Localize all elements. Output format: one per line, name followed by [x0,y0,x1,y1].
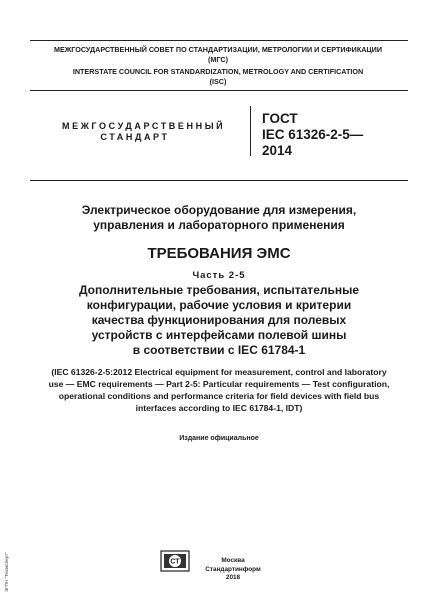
part-number: Часть 2-5 [192,270,246,281]
publisher-year: 2018 [225,574,241,582]
part-title-line1: Дополнительные требования, испытательные [78,283,360,297]
publisher-logo [160,550,190,572]
main-title-line2: управления и лабораторного применения [93,218,345,232]
standard-label-line1: МЕЖГОСУДАРСТВЕННЫЙ [62,121,226,131]
gost-line3: 2014 [262,143,293,158]
part-title-line4: устройств с интерфейсами полевой шины [91,328,347,342]
svg-text:СТ: СТ [170,558,180,566]
part-title [30,283,408,358]
main-title-line1: Электрическое оборудование для измерения, [81,203,357,217]
council-ru-line1: МЕЖГОСУДАРСТВЕННЫЙ СОВЕТ ПО СТАНДАРТИЗАЦИИ, МЕТРОЛОГИИ И СЕРТИФИКАЦИИ [53,45,383,54]
original-standard [38,366,400,414]
standard-label [62,121,226,143]
council-ru [40,45,396,66]
standard-label-line2: СТАНДАРТ [100,132,170,142]
publisher-info [198,557,268,583]
side-note: ЭГПН "Техэксперт" [4,552,9,592]
original-line2: use — EMC requirements — Part 2-5: Particular requirements — Test configuration, [48,379,390,389]
header-rule-bottom [30,90,408,91]
original-line3: operational conditions and performance criteria for field devices with field bus [58,391,380,401]
gost-line1: ГОСТ [262,111,298,126]
part-title-line3: качества функционирования для полевых [91,313,347,327]
subject-title: ТРЕБОВАНИЯ ЭМС [147,245,291,262]
gost-designation [262,111,412,159]
header-rule-top [30,40,408,41]
council-en [40,67,396,88]
main-title [30,203,408,233]
part-title-line2: конфигурации, рабочие условия и критерии [86,298,352,312]
council-ru-line2: (МГС) [208,55,228,65]
gost-line2: IEC 61326-2-5— [262,127,364,142]
publisher-city: Москва [221,557,245,564]
official-edition: Издание официальное [179,435,259,442]
original-line4: interfaces according to IEC 61784-1, IDT) [135,403,303,413]
council-en-line2: (ISC) [209,77,227,87]
publisher-name: Стандартинформ [205,565,261,573]
part-title-line5: в соответствии с IEC 61784-1 [132,343,306,357]
council-en-line1: INTERSTATE COUNCIL FOR STANDARDIZATION, METROLOGY AND CERTIFICATION [72,67,364,76]
designation-rule [30,180,408,181]
original-line1: (IEC 61326-2-5:2012 Electrical equipment for measurement, control and laboratory [51,367,387,377]
designation-divider [250,106,251,156]
